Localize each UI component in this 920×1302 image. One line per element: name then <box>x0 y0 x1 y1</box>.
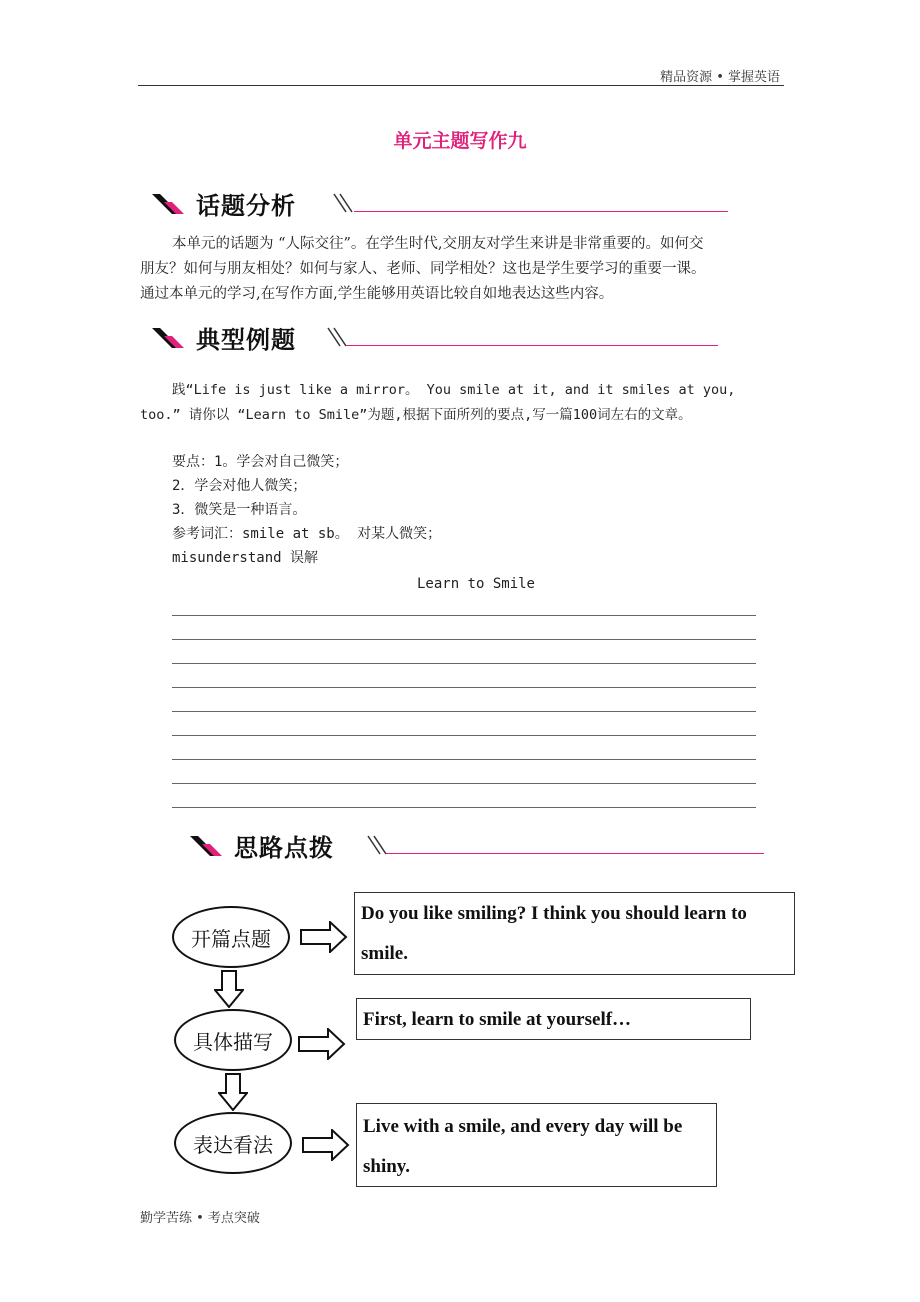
topic-line: 朋友？如何与朋友相处？如何与家人、老师、同学相处？这也是学生要学习的重要一课。 <box>140 261 706 277</box>
point-item: misunderstand 误解 <box>172 550 319 566</box>
writing-line[interactable] <box>172 783 756 784</box>
writing-line[interactable] <box>172 639 756 640</box>
point-item: 3．微笑是一种语言。 <box>172 502 307 518</box>
writing-line[interactable] <box>172 663 756 664</box>
section-underline <box>346 345 718 346</box>
prompt-line: too.” 请你以 “Learn to Smile”为题,根据下面所列的要点,写一篇100词左右的文章。 <box>140 407 692 423</box>
topic-line: 本单元的话题为 “人际交往”。在学生时代,交朋友对学生来讲是非常重要的。如何交 <box>172 236 704 252</box>
arrow-right-icon <box>300 921 348 953</box>
flow-stage-oval: 开篇点题 <box>172 906 290 968</box>
section-topic <box>150 186 730 220</box>
flow-text-box: Live with a smile, and every day will be shiny. <box>356 1103 717 1187</box>
point-item: 要点：1。学会对自己微笑； <box>172 454 349 470</box>
arrow-down-icon <box>218 1073 248 1111</box>
header-text: 精品资源 • 掌握英语 <box>660 70 780 85</box>
example-prompt <box>140 378 780 428</box>
arrow-right-icon <box>302 1129 350 1161</box>
arrow-right-icon <box>298 1028 346 1060</box>
page-footer: 勤学苦练 • 考点突破 <box>140 1211 260 1226</box>
topic-line: 通过本单元的学习,在写作方面,学生能够用英语比较自如地表达这些内容。 <box>140 286 614 302</box>
section-example-label: 典型例题 <box>196 326 296 354</box>
slash-decoration-icon <box>332 192 356 214</box>
section-tips-label: 思路点拨 <box>234 834 334 862</box>
page-title: 单元主题写作九 <box>393 130 527 152</box>
flow-stage-oval: 表达看法 <box>174 1112 292 1174</box>
section-topic-label: 话题分析 <box>196 192 296 220</box>
flow-text-box: First, learn to smile at yourself… <box>356 998 751 1040</box>
section-underline <box>354 211 728 212</box>
flow-stage-oval: 具体描写 <box>174 1009 292 1071</box>
prompt-line: 践“Life is just like a mirror。 You smile at it, and it smiles at you, <box>172 382 736 398</box>
section-tips <box>188 828 768 862</box>
header-rule <box>138 85 784 86</box>
writing-line[interactable] <box>172 759 756 760</box>
writing-line[interactable] <box>172 687 756 688</box>
essay-title: Learn to Smile <box>416 576 535 592</box>
section-marker-icon <box>150 326 190 350</box>
point-item: 2．学会对他人微笑； <box>172 478 307 494</box>
arrow-down-icon <box>214 970 244 1008</box>
section-underline <box>386 853 764 854</box>
flow-text-box: Do you like smiling? I think you should learn to smile. <box>354 892 795 975</box>
section-marker-icon <box>188 834 228 858</box>
section-example <box>150 320 720 354</box>
topic-paragraph <box>140 232 780 307</box>
writing-line[interactable] <box>172 807 756 808</box>
key-points <box>172 450 441 570</box>
writing-line[interactable] <box>172 615 756 616</box>
section-marker-icon <box>150 192 190 216</box>
point-item: 参考词汇：smile at sb。 对某人微笑； <box>172 526 442 542</box>
writing-line[interactable] <box>172 711 756 712</box>
writing-line[interactable] <box>172 735 756 736</box>
